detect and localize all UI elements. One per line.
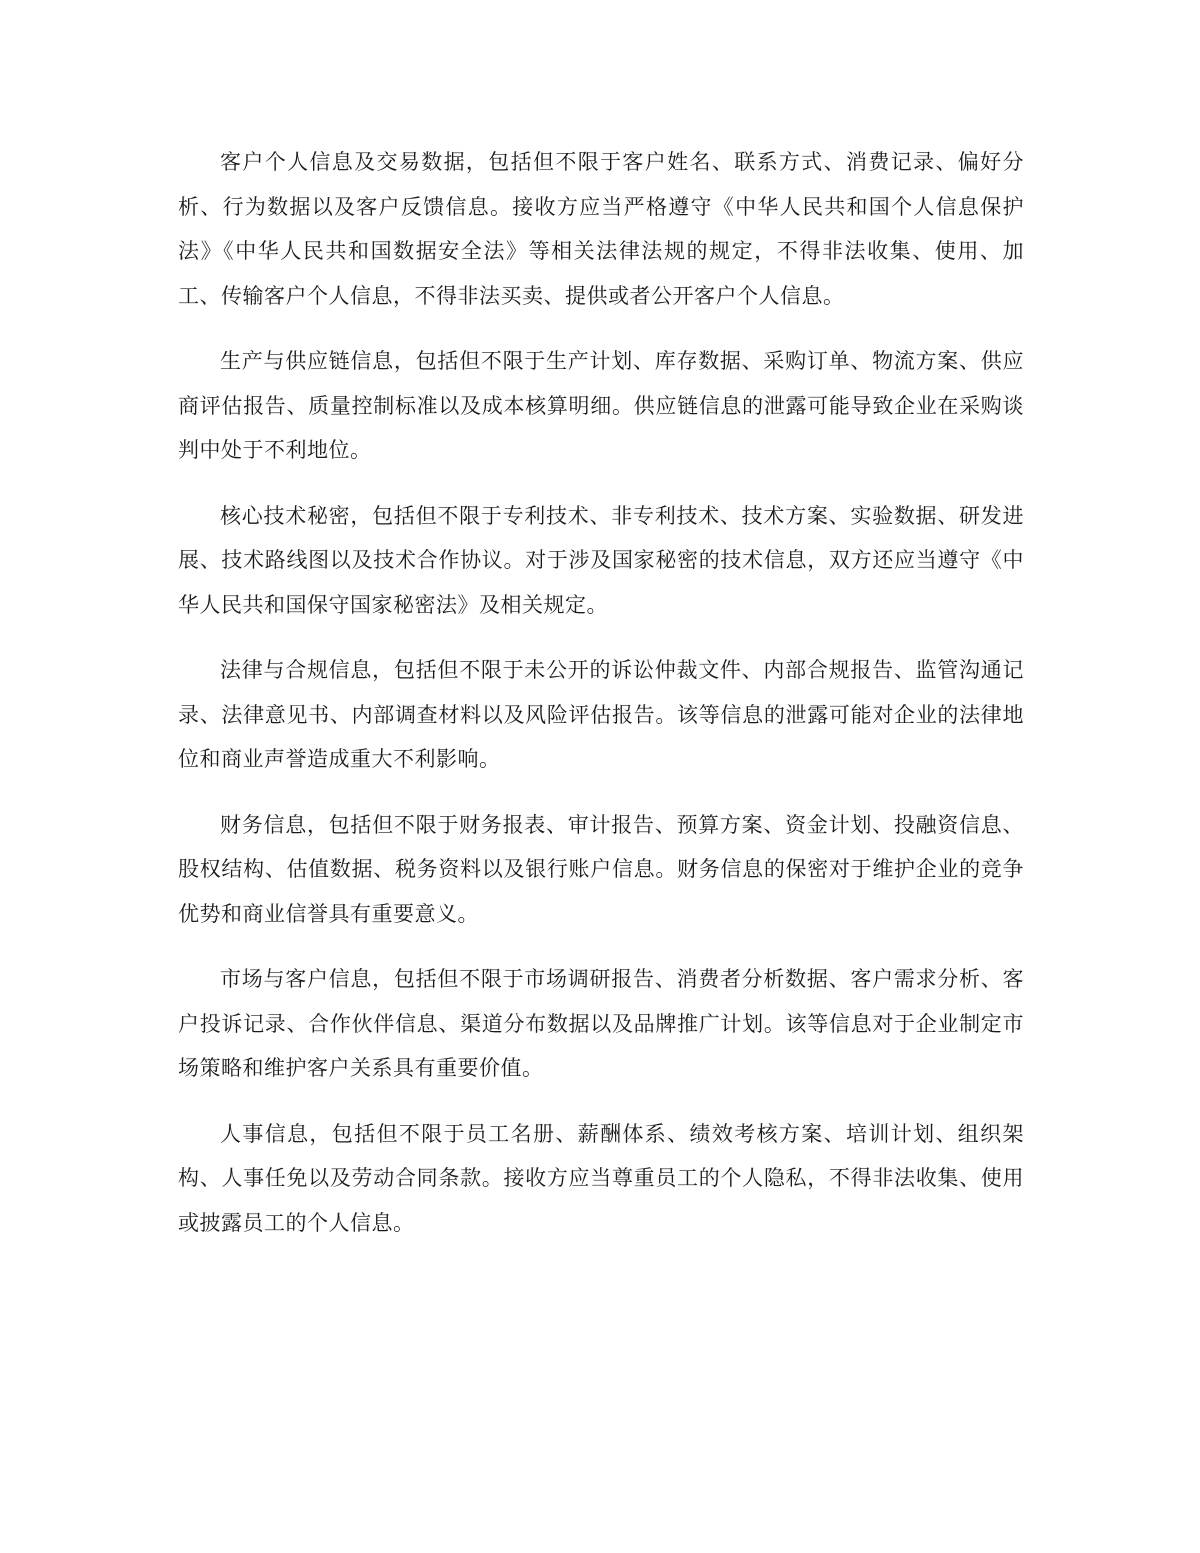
paragraph-market-customer: 市场与客户信息，包括但不限于市场调研报告、消费者分析数据、客户需求分析、客户投诉记录、合作伙伴信息、渠道分布数据以及品牌推广计划。该等信息对于企业制定市场策略和维护客户关系具有重要价值。 bbox=[178, 967, 1024, 1080]
paragraph-financial: 财务信息，包括但不限于财务报表、审计报告、预算方案、资金计划、投融资信息、股权结构、估值数据、税务资料以及银行账户信息。财务信息的保密对于维护企业的竞争优势和商业信誉具有重要意义。 bbox=[178, 812, 1024, 926]
paragraph-legal-compliance: 法律与合规信息，包括但不限于未公开的诉讼仲裁文件、内部合规报告、监管沟通记录、法律意见书、内部调查材料以及风险评估报告。该等信息的泄露可能对企业的法律地位和商业声誉造成重大不利影响。 bbox=[178, 658, 1024, 771]
paragraph-personnel: 人事信息，包括但不限于员工名册、薪酬体系、绩效考核方案、培训计划、组织架构、人事任免以及劳动合同条款。接收方应当尊重员工的个人隐私，不得非法收集、使用或披露员工的个人信息。 bbox=[178, 1121, 1024, 1235]
document-body bbox=[178, 140, 1024, 1266]
paragraph-core-technology: 核心技术秘密，包括但不限于专利技术、非专利技术、技术方案、实验数据、研发进展、技术路线图以及技术合作协议。对于涉及国家秘密的技术信息，双方还应当遵守《中华人民共和国保守国家秘密法》及相关规定。 bbox=[178, 503, 1024, 617]
paragraph-customer-data: 客户个人信息及交易数据，包括但不限于客户姓名、联系方式、消费记录、偏好分析、行为数据以及客户反馈信息。接收方应当严格遵守《中华人民共和国个人信息保护法》《中华人民共和国数据安全法》等相关法律法规的规定，不得非法收集、使用、加工、传输客户个人信息，不得非法买卖、提供或者公开客户个人信息。 bbox=[178, 150, 1024, 308]
paragraph-supply-chain: 生产与供应链信息，包括但不限于生产计划、库存数据、采购订单、物流方案、供应商评估报告、质量控制标准以及成本核算明细。供应链信息的泄露可能导致企业在采购谈判中处于不利地位。 bbox=[178, 349, 1024, 462]
